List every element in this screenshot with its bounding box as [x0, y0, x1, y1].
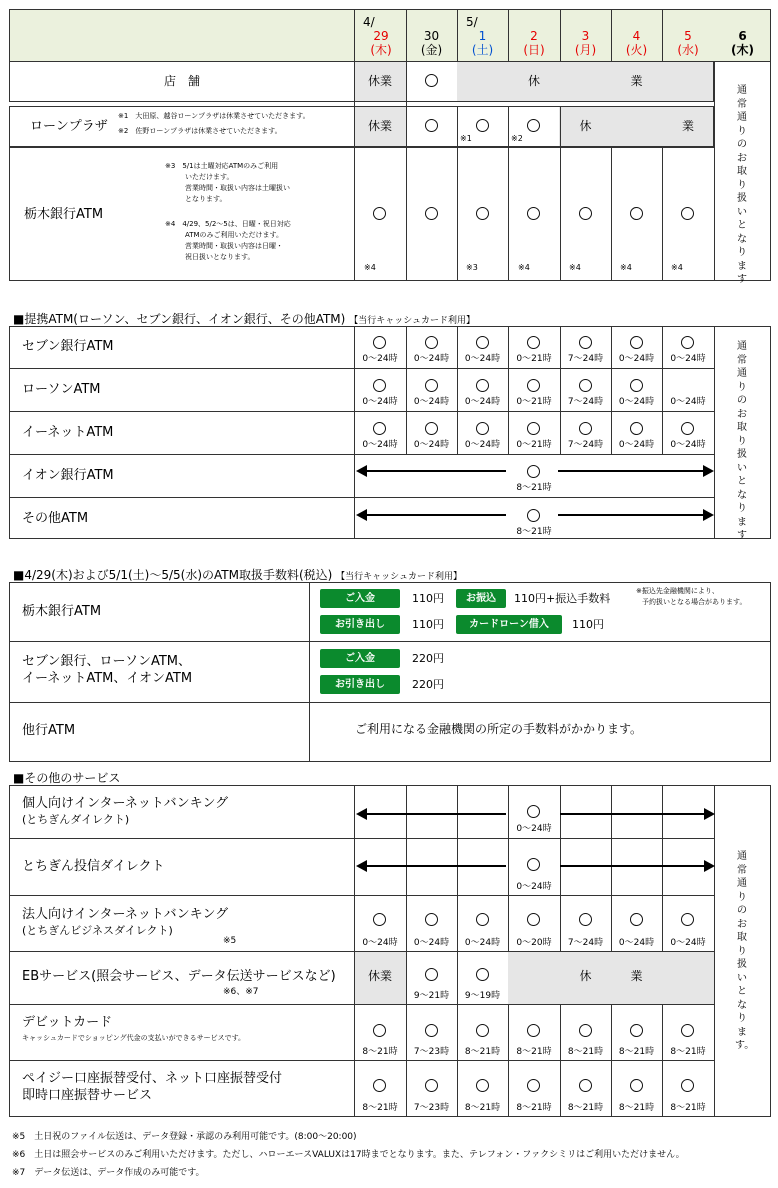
footnote-5: ※5 土日祝のファイル伝送は、データ登録・承認のみ利用可能です。(8:00～20:00) [12, 1132, 357, 1142]
cell-text: 8～21時 [516, 1103, 552, 1113]
lawson-atm-label: ローソンATM [22, 382, 101, 397]
open-circle [476, 1024, 489, 1037]
cell-text: 8～21時 [618, 1103, 655, 1113]
cell-text: 3 [581, 29, 590, 43]
cell-text: 休 [579, 969, 592, 983]
open-circle [579, 207, 592, 220]
cell-text: 8～21時 [567, 1047, 604, 1057]
loan-note-1: ※1 大田原、越谷ローンプラザは休業させていただきます。 [118, 112, 310, 120]
deposit-badge: ご入金 [320, 589, 400, 608]
arrow-right [560, 813, 713, 815]
enet-atm-label: イーネットATM [22, 425, 114, 440]
open-circle [425, 1024, 438, 1037]
open-circle [425, 379, 438, 392]
open-circle [630, 1079, 643, 1092]
open-circle [425, 336, 438, 349]
cell-text: (土) [471, 43, 494, 57]
card-loan-badge: カードローン借入 [456, 615, 562, 634]
cell-text: 8～21時 [670, 1103, 706, 1113]
cell-text: 220円 [412, 652, 444, 665]
open-circle [681, 207, 694, 220]
store-closed-1: 休業 [367, 74, 392, 88]
cell-text: 8～21時 [516, 483, 552, 493]
cell-text: (火) [625, 43, 648, 57]
cell-text: 7～24時 [567, 397, 604, 407]
cell-text: ※4 4/29、5/2～5は、日曜・祝日対応 [165, 220, 291, 228]
open-circle [579, 1024, 592, 1037]
personal-ib-label: 個人向けインターネットバンキング [22, 796, 229, 811]
cell-text: 110円 [412, 618, 444, 631]
cell-text: 110円+振込手数料 [514, 592, 611, 605]
cell-text: 5 [684, 29, 692, 43]
open-circle [630, 336, 643, 349]
cell-text: 0～24時 [618, 397, 655, 407]
cell-text: 祝日扱いとなります。 [185, 253, 255, 261]
open-circle [476, 207, 489, 220]
open-circle [579, 336, 592, 349]
partner-fee-label-1: セブン銀行、ローソンATM、 [22, 654, 192, 669]
withdraw-badge: お引き出し [320, 675, 400, 694]
open-circle [373, 1079, 386, 1092]
cell-text: 8～21時 [618, 1047, 655, 1057]
cell-text: 0～21時 [516, 354, 552, 364]
cell-text: 8～21時 [464, 1047, 501, 1057]
section3-title: ■4/29(木)および5/1(土)～5/5(水)のATM取扱手数料(税込) [13, 568, 333, 582]
open-circle [630, 422, 643, 435]
partner-fee-label-2: イーネットATM、イオンATM [22, 671, 193, 686]
withdraw-badge: お引き出し [320, 615, 400, 634]
cell-text: 0～24時 [464, 354, 501, 364]
cell-text: 0～24時 [464, 938, 501, 948]
open-circle [425, 74, 438, 87]
usual-text-3: 通常通りのお取り扱いとなります。 [735, 851, 755, 1051]
cell-text: キャッシュカードでショッピング代金の支払いができるサービスです。 [22, 1034, 246, 1042]
cell-text: 110円 [412, 592, 444, 605]
cell-text: 4 [632, 29, 641, 43]
cell-text: となります。 [185, 195, 227, 203]
cell-text: 2 [530, 29, 538, 43]
open-circle [579, 1079, 592, 1092]
open-circle [373, 379, 386, 392]
open-circle [527, 509, 540, 522]
open-circle [476, 379, 489, 392]
cell-text: 0～24時 [670, 397, 706, 407]
cell-text: 即時口座振替サービス [22, 1088, 153, 1103]
cell-text: 4/ [363, 15, 375, 29]
cell-text: ※4 [518, 263, 530, 272]
cell-text: 0～24時 [464, 397, 501, 407]
cell-text: 0～24時 [413, 440, 450, 450]
arrow-right [558, 514, 712, 516]
cell-text: 【当行キャッシュカード利用】 [336, 572, 462, 582]
seven-atm-label: セブン銀行ATM [22, 339, 114, 354]
cell-text: 業 [630, 969, 643, 983]
cell-text: ※4 [364, 263, 376, 272]
cell-text: 110円 [572, 618, 604, 631]
open-circle [425, 1079, 438, 1092]
usual-text-2: 通常通りのお取り扱いとなります [737, 341, 747, 541]
atm-label: 栃木銀行ATM [24, 207, 104, 222]
open-circle [425, 207, 438, 220]
cell-text: 0～24時 [516, 824, 552, 834]
open-circle [527, 336, 540, 349]
cell-text: いただけます。 [185, 173, 234, 181]
open-circle [373, 422, 386, 435]
arrow-right [560, 865, 713, 867]
eb-service-label: EBサービス(照会サービス、データ伝送サービスなど) [22, 969, 336, 984]
arrow-left [358, 514, 506, 516]
cell-text: 0～24時 [413, 397, 450, 407]
cell-text: (木) [370, 43, 392, 57]
other-atm-label: その他ATM [22, 511, 89, 526]
cell-text: 8～21時 [464, 1103, 501, 1113]
open-circle [476, 119, 489, 132]
open-circle [476, 422, 489, 435]
deposit-badge: ご入金 [320, 649, 400, 668]
open-circle [373, 207, 386, 220]
transfer-badge: お振込 [456, 589, 506, 608]
store-label: 店 舗 [163, 74, 200, 88]
cell-text: 0～24時 [670, 938, 706, 948]
cell-text: 0～24時 [618, 440, 655, 450]
section2-title: ■提携ATM(ローソン、セブン銀行、イオン銀行、その他ATM) [13, 312, 346, 326]
cell-text: 休 [579, 119, 592, 133]
cell-text: 0～21時 [516, 440, 552, 450]
section4-title: ■その他のサービス [13, 771, 121, 785]
cell-text: 8～21時 [567, 1103, 604, 1113]
usual-text-1: 通常通りのお取り扱いとなります [737, 85, 747, 285]
cell-text: 0～24時 [413, 938, 450, 948]
cell-text: 0～24時 [618, 938, 655, 948]
cell-text: ※3 5/1は土曜対応ATMのみご利用 [165, 162, 279, 170]
open-circle [681, 422, 694, 435]
cell-text: 営業時間・取扱い内容は日曜・ [185, 242, 283, 250]
cell-text: 業 [681, 119, 694, 133]
cell-text: 9～19時 [464, 991, 501, 1001]
tochigi-fee-label: 栃木銀行ATM [22, 604, 102, 619]
cell-text: (木) [731, 43, 754, 57]
loan-label: ローンプラザ [30, 119, 108, 134]
cell-text: ※6、※7 [223, 987, 259, 997]
cell-text: (とちぎんダイレクト) [22, 813, 130, 826]
cell-text: 30 [423, 29, 440, 43]
open-circle [373, 336, 386, 349]
open-circle [681, 1079, 694, 1092]
open-circle [630, 379, 643, 392]
cell-text: (水) [677, 43, 699, 57]
open-circle [476, 913, 489, 926]
open-circle [425, 913, 438, 926]
open-circle [527, 805, 540, 818]
cell-text: 【当行キャッシュカード利用】 [349, 316, 476, 326]
open-circle [579, 422, 592, 435]
cell-text: 業 [630, 74, 643, 88]
cell-text: ※振込先金融機関により、 [636, 587, 719, 595]
cell-text: 0～20時 [516, 938, 552, 948]
cell-text: (日) [523, 43, 545, 57]
loan-note-2: ※2 佐野ローンプラザは休業させていただきます。 [118, 127, 282, 135]
cell-text: 0～24時 [362, 440, 398, 450]
open-circle [476, 336, 489, 349]
cell-text: ATMのみご利用いただけます。 [185, 231, 284, 239]
corp-ib-label: 法人向けインターネットバンキング [22, 907, 229, 922]
cell-text: 営業時間・取扱い内容は土曜扱い [185, 184, 290, 192]
footnote-7: ※7 データ伝送は、データ作成のみ可能です。 [12, 1168, 205, 1178]
open-circle [527, 207, 540, 220]
cell-text: 7～24時 [567, 938, 604, 948]
cell-text: 0～24時 [362, 397, 398, 407]
open-circle [630, 207, 643, 220]
cell-text: 休業 [367, 119, 392, 133]
cell-text: 0～21時 [516, 397, 552, 407]
open-circle [527, 1024, 540, 1037]
open-circle [527, 858, 540, 871]
arrow-left [358, 865, 506, 867]
cell-text: (とちぎんビジネスダイレクト) [22, 924, 173, 937]
cell-text: 9～21時 [413, 991, 450, 1001]
cell-text: 8～21時 [516, 1047, 552, 1057]
cell-text: (金) [420, 43, 443, 57]
cell-text: 1 [478, 29, 487, 43]
cell-text: 0～24時 [516, 882, 552, 892]
open-circle [373, 1024, 386, 1037]
arrow-left [358, 470, 506, 472]
open-circle [373, 913, 386, 926]
cell-text: 0～24時 [413, 354, 450, 364]
cell-text: 0～24時 [362, 354, 398, 364]
cell-text: 6 [738, 29, 747, 43]
open-circle [527, 379, 540, 392]
cell-text: 0～24時 [362, 938, 398, 948]
cell-text: 0～24時 [670, 440, 706, 450]
open-circle [579, 379, 592, 392]
cell-text: 5/ [466, 15, 478, 29]
cell-text: 220円 [412, 678, 444, 691]
open-circle [579, 913, 592, 926]
cell-text: ※1 [460, 134, 472, 143]
cell-text: 予約扱いとなる場合があります。 [642, 598, 747, 606]
cell-text: 7～23時 [413, 1047, 450, 1057]
cell-text: 8～21時 [362, 1047, 398, 1057]
toshin-direct-label: とちぎん投信ダイレクト [22, 859, 165, 874]
open-circle [476, 968, 489, 981]
cell-text: ※3 [466, 263, 478, 272]
cell-text: 0～24時 [670, 354, 706, 364]
open-circle [425, 119, 438, 132]
open-circle [527, 119, 540, 132]
arrow-right [558, 470, 712, 472]
cell-text: 29 [373, 29, 389, 43]
debit-card-label: デビットカード [22, 1015, 113, 1030]
open-circle [425, 422, 438, 435]
cell-text: 0～24時 [618, 354, 655, 364]
open-circle [630, 913, 643, 926]
cell-text: 休 [527, 74, 540, 88]
open-circle [527, 913, 540, 926]
open-circle [681, 336, 694, 349]
open-circle [476, 1079, 489, 1092]
cell-text: 8～21時 [670, 1047, 706, 1057]
cell-text: 7～23時 [413, 1103, 450, 1113]
cell-text: 0～24時 [464, 440, 501, 450]
cell-text: 8～21時 [516, 527, 552, 537]
cell-text: 休業 [367, 969, 392, 983]
open-circle [425, 968, 438, 981]
cell-text: ※4 [569, 263, 581, 272]
atm-row [9, 147, 715, 281]
cell-text: 8～21時 [362, 1103, 398, 1113]
open-circle [527, 422, 540, 435]
cell-text: 7～24時 [567, 354, 604, 364]
footnote-6: ※6 土日は照会サービスのみご利用いただけます。ただし、ハローエースVALUXは17時までとなります。また、テレフォン・ファクシミリはご利用いただけません。 [12, 1150, 685, 1160]
cell-text: 7～24時 [567, 440, 604, 450]
cell-text: ※2 [511, 134, 523, 143]
open-circle [527, 465, 540, 478]
other-bank-fee-text: ご利用になる金融機関の所定の手数料がかかります。 [355, 722, 643, 736]
open-circle [630, 1024, 643, 1037]
cell-text: ※5 [223, 936, 237, 946]
open-circle [527, 1079, 540, 1092]
cell-text: ※4 [671, 263, 683, 272]
open-circle [681, 1024, 694, 1037]
open-circle [681, 913, 694, 926]
other-bank-fee-label: 他行ATM [22, 723, 76, 738]
cell-text: (月) [574, 43, 597, 57]
payeasy-label: ペイジー口座振替受付、ネット口座振替受付 [22, 1071, 283, 1086]
arrow-left [358, 813, 506, 815]
cell-text: ※4 [620, 263, 632, 272]
aeon-atm-label: イオン銀行ATM [22, 468, 114, 483]
